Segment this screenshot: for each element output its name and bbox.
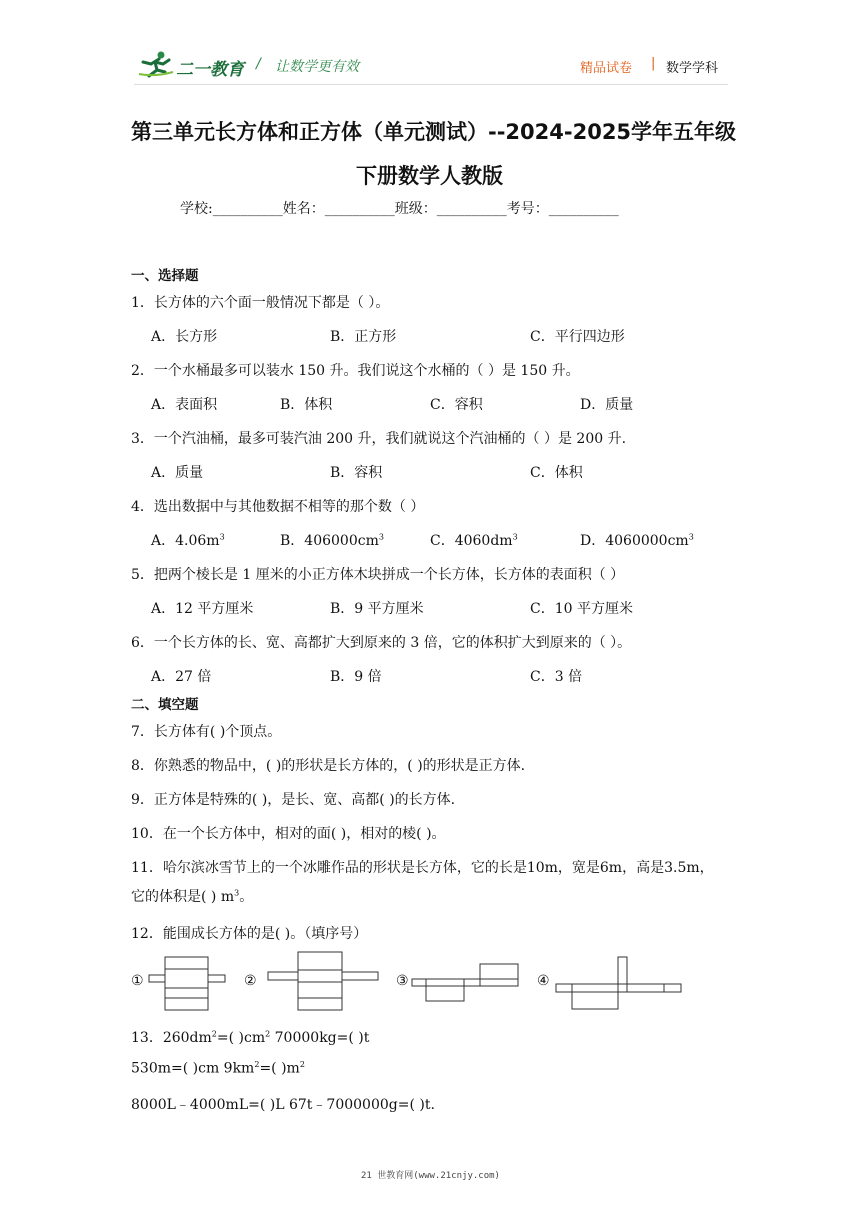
q6-option-a[interactable]: A．27 倍 [151,669,212,685]
q3-option-c[interactable]: C．体积 [530,465,583,481]
question-5: 5．把两个棱长是 1 厘米的小正方体木块拼成一个长方体，长方体的表面积（ ） [131,567,625,583]
q4-option-a[interactable] [151,530,225,550]
student-info-line: 学校:__________姓名：__________班级：__________考号：__________ [180,201,619,217]
section-heading-choice: 一、选择题 [131,268,199,284]
q2-option-d[interactable]: D．质量 [580,397,634,413]
net-figure-4[interactable] [554,955,684,1013]
q2-option-a[interactable]: A．表面积 [151,397,218,413]
superscript: 3 [234,888,240,898]
question-7: 7．长方体有( )个顶点。 [131,724,282,740]
footer-text: 21 世教育网(www.21cnjy.com) [361,1171,500,1181]
q6-option-b[interactable]: B．9 倍 [330,669,382,685]
q2-option-b[interactable]: B．体积 [280,397,333,413]
question-4: 4．选出数据中与其他数据不相等的那个数（ ） [131,499,425,515]
tag-premium: 精品试卷 [580,61,633,76]
q4-option-d[interactable] [580,530,694,550]
q11-line2-end: 。 [239,889,254,905]
superscript: 3 [378,532,384,542]
q4-option-c-text: C．4060dm [430,533,513,549]
q13-part-a: 13．260dm [131,1030,212,1046]
question-11: 11．哈尔滨冰雪节上的一个冰雕作品的形状是长方体，它的长是10m，宽是6m，高是3.5m， [131,860,714,876]
question-3: 3．一个汽油桶，最多可装汽油 200 升，我们就说这个汽油桶的（ ）是 200 升. [131,431,627,447]
slogan-separator: / [256,56,261,72]
q4-option-d-text: D．4060000cm [580,533,689,549]
q1-option-c[interactable]: C．平行四边形 [530,329,625,345]
question-13-line2: 530m=( )cm $9km^2=$( )$m^2$ [131,1060,305,1077]
tag-subject: 数学学科 [666,61,719,76]
question-6: 6．一个长方体的长、宽、高都扩大到原来的 3 倍，它的体积扩大到原来的（ ）。 [131,635,632,651]
slogan: 让数学更有效 [275,59,359,75]
q5-option-b[interactable]: B．9 平方厘米 [330,601,424,617]
question-2: 2．一个水桶最多可以装水 150 升。我们说这个水桶的（ ）是 150 升。 [131,363,580,379]
question-13: 13．$260dm^2=$( )$cm^2$ 70000kg=( )t [131,1029,370,1046]
superscript: 3 [512,532,518,542]
net-figure-2[interactable] [262,950,382,1012]
q5-option-a[interactable]: A．12 平方厘米 [151,601,254,617]
q4-option-c[interactable] [430,530,518,550]
q1-option-a[interactable]: A．长方形 [151,329,218,345]
question-11-cont [131,886,253,906]
page-title-line2: 下册数学人教版 [356,164,503,188]
q4-option-b-text: B．406000cm [280,533,379,549]
q4-option-a-text: A．4.06m [151,533,220,549]
q13-part-e: =( )m [259,1060,300,1077]
header-divider [134,84,728,85]
net-figure-3[interactable] [410,962,522,1004]
net-label-4[interactable]: ④ [537,973,550,989]
question-1: 1．长方体的六个面一般情况下都是（ ）。 [131,295,390,311]
logo-icon [137,50,175,78]
q1-option-b[interactable]: B．正方形 [330,329,397,345]
q11-line2: 它的体积是( ) m [131,889,235,905]
q13-part-b: =( )cm [216,1030,266,1046]
question-10: 10．在一个长方体中，相对的面( )，相对的棱( )。 [131,826,446,842]
net-figure-1[interactable] [148,956,228,1012]
q6-option-c[interactable]: C．3 倍 [530,669,583,685]
section-heading-fill: 二、填空题 [131,697,199,713]
superscript: 3 [219,532,225,542]
net-label-1[interactable]: ① [131,973,144,989]
tag-separator: | [651,56,656,71]
q2-option-c[interactable]: C．容积 [430,397,483,413]
question-8: 8．你熟悉的物品中，( )的形状是长方体的，( )的形状是正方体. [131,758,526,774]
question-12: 12．能围成长方体的是( )。（填序号） [131,926,368,942]
page-title: 第三单元长方体和正方体（单元测试）--2024-2025学年五年级 [131,120,737,144]
q3-option-a[interactable]: A．质量 [151,465,204,481]
q3-option-b[interactable]: B．容积 [330,465,383,481]
q13-part-d: 530m=( )cm 9km [131,1060,255,1077]
q13-part-c: 70000kg=( )t [270,1030,370,1046]
net-label-3[interactable]: ③ [396,973,409,989]
net-label-2[interactable]: ② [244,973,257,989]
superscript: 3 [688,532,694,542]
q4-option-b[interactable] [280,530,384,550]
logo-text: 二一教育 [176,60,244,80]
question-9: 9．正方体是特殊的( )，是长、宽、高都( )的长方体. [131,792,456,808]
q5-option-c[interactable]: C．10 平方厘米 [530,601,633,617]
question-13-line3: 8000L﹣4000mL=( )L 67t﹣7000000g=( )t. [131,1097,435,1113]
